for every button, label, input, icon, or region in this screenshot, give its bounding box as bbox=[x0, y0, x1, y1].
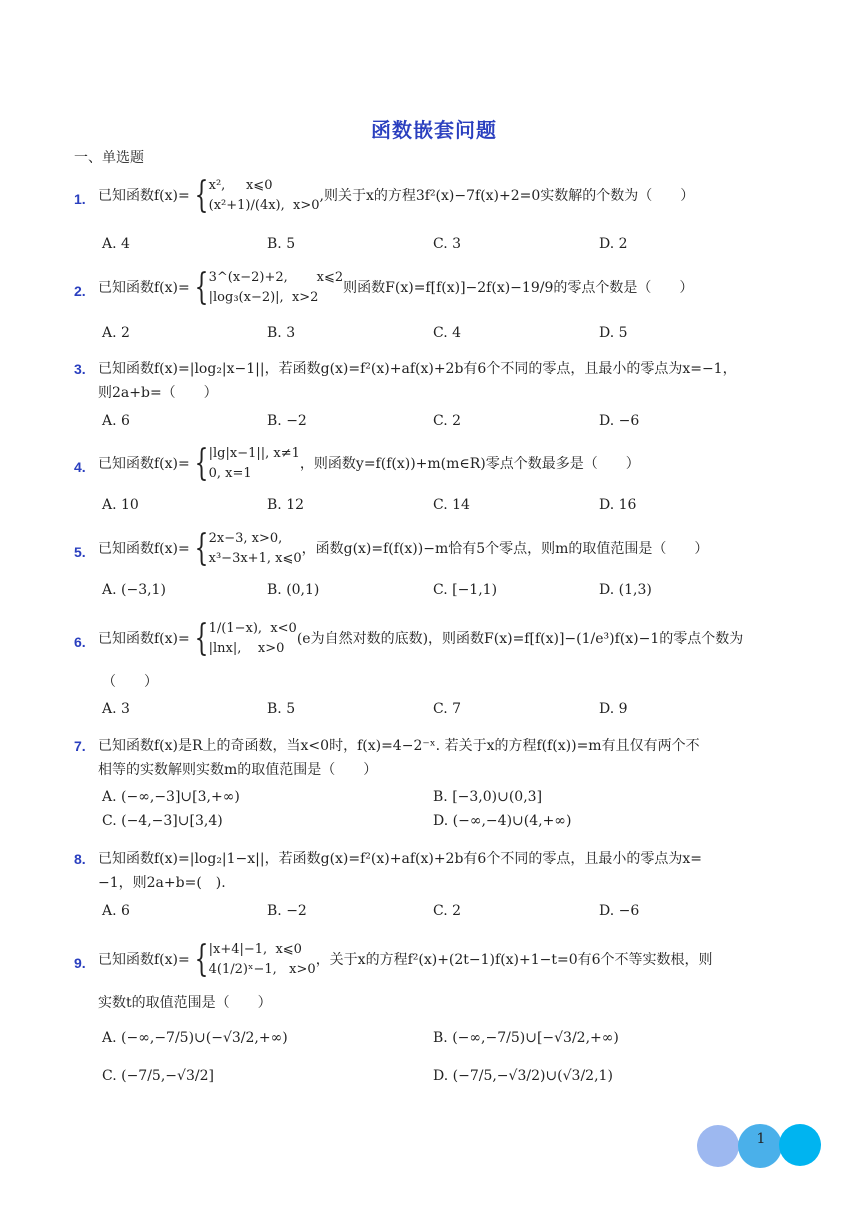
footer-circle-1 bbox=[697, 1125, 739, 1167]
question-stem-line-2: −1，则2a+b=( ). bbox=[98, 875, 226, 891]
question-4 bbox=[74, 442, 796, 520]
question-stem-line-2: 相等的实数解则实数m的取值范围是（ ） bbox=[98, 762, 378, 778]
question-stem: 已知函数f(x)= {1/(1−x), x<0 |lnx|, x>0(e为自然对数的底数)，则函数F(x)=f[f(x)]−(1/e³)f(x)−1的零点个数为 bbox=[98, 618, 744, 659]
option-a[interactable]: A. (−∞,−3]∪[3,+∞) bbox=[102, 789, 240, 805]
option-a[interactable]: A. 2 bbox=[102, 325, 130, 341]
question-7 bbox=[74, 735, 796, 835]
question-number: 4. bbox=[74, 459, 86, 475]
option-a[interactable]: A. 6 bbox=[102, 413, 130, 429]
option-b[interactable]: B. −2 bbox=[267, 413, 307, 429]
option-c[interactable]: C. 3 bbox=[433, 236, 462, 252]
piece-1: 1/(1−x), x<0 bbox=[208, 621, 297, 636]
question-stem: 已知函数f(x)= {|lg|x−1||, x≠1 0, x=1，则函数y=f(f(x))+m(m∈R)零点个数最多是（ ） bbox=[98, 443, 640, 484]
question-6 bbox=[74, 617, 796, 721]
option-a[interactable]: A. 6 bbox=[102, 903, 130, 919]
piece-2: |log₃(x−2)|, x>2 bbox=[208, 290, 319, 305]
piece-2: |lnx|, x>0 bbox=[208, 641, 285, 656]
option-d[interactable]: D. 9 bbox=[599, 701, 628, 717]
question-stem-line-1: 已知函数f(x)=|log₂|1−x||，若函数g(x)=f²(x)+af(x)+2b有6个不同的零点，且最小的零点为x= bbox=[98, 851, 702, 867]
question-stem-line-2: 则2a+b=（ ） bbox=[98, 385, 218, 401]
option-d[interactable]: D. (−∞,−4)∪(4,+∞) bbox=[433, 813, 572, 829]
option-d[interactable]: D. −6 bbox=[599, 413, 640, 429]
question-3 bbox=[74, 358, 796, 434]
option-b[interactable]: B. −2 bbox=[267, 903, 307, 919]
option-c[interactable]: C. 2 bbox=[433, 413, 462, 429]
question-1 bbox=[74, 174, 796, 254]
option-a[interactable]: A. 3 bbox=[102, 701, 130, 717]
question-8 bbox=[74, 848, 796, 924]
option-a[interactable]: A. 4 bbox=[102, 236, 130, 252]
question-number: 9. bbox=[74, 955, 86, 971]
piece-1: x², x⩽0 bbox=[208, 178, 273, 193]
question-5 bbox=[74, 527, 796, 605]
question-number: 3. bbox=[74, 361, 86, 377]
question-number: 5. bbox=[74, 544, 86, 560]
question-number: 6. bbox=[74, 634, 86, 650]
option-c[interactable]: C. [−1,1) bbox=[433, 582, 498, 598]
piece-1: |lg|x−1||, x≠1 bbox=[208, 446, 300, 461]
piece-2: 0, x=1 bbox=[208, 466, 252, 481]
option-a[interactable]: A. (−∞,−7/5)∪(−√3/2,+∞) bbox=[102, 1030, 288, 1046]
option-b[interactable]: B. [−3,0)∪(0,3] bbox=[433, 789, 543, 805]
question-2 bbox=[74, 266, 796, 344]
option-b[interactable]: B. 5 bbox=[267, 701, 296, 717]
question-9 bbox=[74, 938, 796, 1098]
option-b[interactable]: B. 5 bbox=[267, 236, 296, 252]
option-d[interactable]: D. 16 bbox=[599, 497, 637, 513]
option-b[interactable]: B. 3 bbox=[267, 325, 296, 341]
question-stem: 已知函数f(x)= {2x−3, x>0, x³−3x+1, x⩽0，函数g(x)=f(f(x))−m恰有5个零点，则m的取值范围是（ ） bbox=[98, 528, 709, 569]
piece-2: x³−3x+1, x⩽0 bbox=[208, 551, 302, 566]
question-number: 7. bbox=[74, 738, 86, 754]
option-b[interactable]: B. 12 bbox=[267, 497, 305, 513]
option-d[interactable]: D. (1,3) bbox=[599, 582, 652, 598]
piece-2: 4(1/2)ˣ−1, x>0 bbox=[208, 962, 316, 977]
option-c[interactable]: C. 7 bbox=[433, 701, 462, 717]
question-stem-line-2: （ ） bbox=[102, 674, 158, 690]
question-stem: 已知函数f(x)= {3^(x−2)+2, x⩽2 |log₃(x−2)|, x>2则函数F(x)=f[f(x)]−2f(x)−19/9的零点个数是（ ） bbox=[98, 267, 694, 308]
option-c[interactable]: C. (−7/5,−√3/2] bbox=[102, 1068, 214, 1084]
option-b[interactable]: B. (−∞,−7/5)∪[−√3/2,+∞) bbox=[433, 1030, 619, 1046]
question-number: 1. bbox=[74, 191, 86, 207]
option-c[interactable]: C. 2 bbox=[433, 903, 462, 919]
option-d[interactable]: D. 5 bbox=[599, 325, 628, 341]
question-stem-line-1: 已知函数f(x)=|log₂|x−1||，若函数g(x)=f²(x)+af(x)+2b有6个不同的零点，且最小的零点为x=−1， bbox=[98, 361, 737, 377]
question-stem: 已知函数f(x)= {x², x⩽0 (x²+1)/(4x), x>0,则关于x的方程3f²(x)−7f(x)+2=0实数解的个数为（ ） bbox=[98, 175, 695, 216]
question-number: 2. bbox=[74, 283, 86, 299]
option-d[interactable]: D. 2 bbox=[599, 236, 628, 252]
piece-2: (x²+1)/(4x), x>0 bbox=[208, 198, 320, 213]
question-stem-line-1: 已知函数f(x)是R上的奇函数，当x<0时，f(x)=4−2⁻ˣ. 若关于x的方程f(f(x))=m有且仅有两个不 bbox=[98, 738, 700, 754]
piece-1: 3^(x−2)+2, x⩽2 bbox=[208, 270, 344, 285]
page-title: 函数嵌套问题 bbox=[371, 118, 497, 142]
question-stem: 已知函数f(x)= {|x+4|−1, x⩽0 4(1/2)ˣ−1, x>0，关于x的方程f²(x)+(2t−1)f(x)+1−t=0有6个不等实数根，则 bbox=[98, 939, 713, 980]
option-c[interactable]: C. 14 bbox=[433, 497, 470, 513]
option-b[interactable]: B. (0,1) bbox=[267, 582, 320, 598]
footer-circle-3 bbox=[779, 1124, 821, 1166]
option-a[interactable]: A. 10 bbox=[102, 497, 139, 513]
option-c[interactable]: C. (−4,−3]∪[3,4) bbox=[102, 813, 223, 829]
question-number: 8. bbox=[74, 851, 86, 867]
option-d[interactable]: D. −6 bbox=[599, 903, 640, 919]
page-number: 1 bbox=[756, 1131, 766, 1147]
option-a[interactable]: A. (−3,1) bbox=[102, 582, 166, 598]
section-heading: 一、单选题 bbox=[74, 149, 144, 165]
piece-1: |x+4|−1, x⩽0 bbox=[208, 942, 302, 957]
piece-1: 2x−3, x>0, bbox=[208, 531, 283, 546]
option-d[interactable]: D. (−7/5,−√3/2)∪(√3/2,1) bbox=[433, 1068, 613, 1084]
question-stem-line-2: 实数t的取值范围是（ ） bbox=[98, 995, 272, 1011]
option-c[interactable]: C. 4 bbox=[433, 325, 462, 341]
